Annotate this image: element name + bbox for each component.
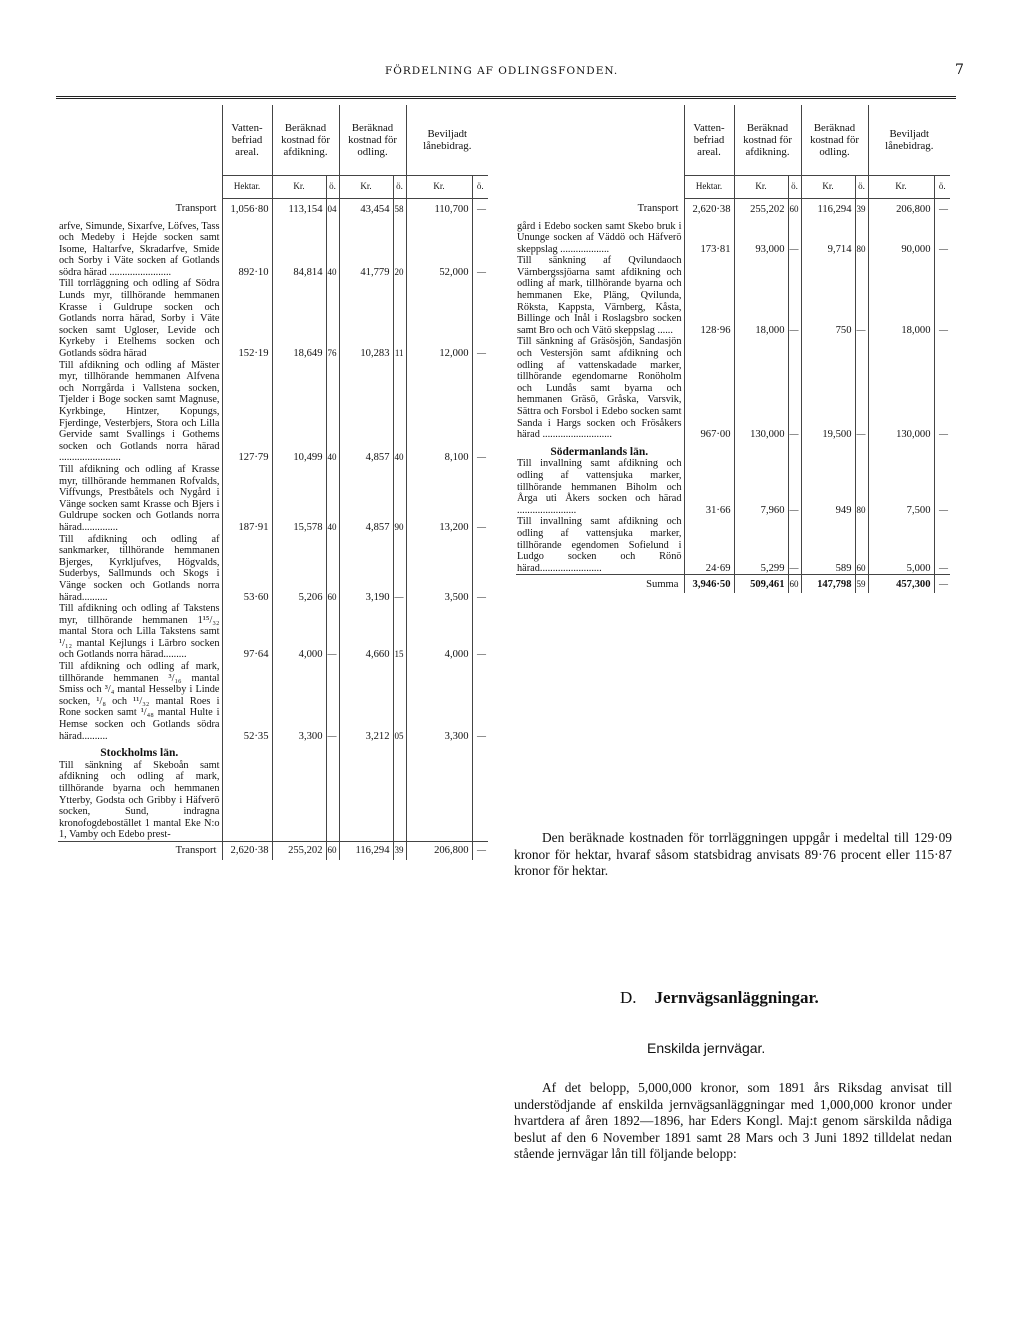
row-grant-o: — (472, 278, 488, 359)
section-d-paragraph: Af det belopp, 5,000,000 kronor, som 1891 års Riksdag anvisat till understödjande af enskilda jernvägsanläggningar med 1,000,000 kronor under hvartdera af åren 1892—1896, har Eders Kongl. Maj:t genom särskilda nådiga beslut af den 6 November 1891 samt 28 Mars och 3 Juni 1892 tilldelat nedan stående jernvägar lån till följande belopp: (514, 1080, 952, 1161)
row-grant-o: — (934, 516, 950, 574)
row-drain: 5,206 (272, 534, 326, 604)
row-cult-o: — (855, 255, 868, 336)
unit-ore: ö. (472, 175, 488, 198)
row-cult-o: 20 (393, 221, 406, 279)
section-heading: Stockholms län. (58, 742, 488, 760)
row-area: 31·66 (684, 458, 734, 516)
table-row (58, 661, 488, 742)
row-grant-o: — (472, 360, 488, 464)
row-drain: 18,649 (272, 278, 326, 359)
transport-row: Transport 1,056·80 113,154 04 43,454 58 110,700 — (58, 198, 488, 221)
row-area: 53·60 (222, 534, 272, 604)
row-cult: 589 (801, 516, 855, 574)
row-area: 97·64 (222, 603, 272, 661)
table-row (516, 516, 950, 574)
row-cult: 4,857 (339, 360, 393, 464)
section-d-heading (620, 988, 819, 1008)
row-drain: 93,000 (734, 221, 788, 256)
header-grant: Beviljadt lånebidrag. (406, 105, 488, 175)
table-row (516, 458, 950, 516)
header-cost-drain: Beräknad kostnad för afdikning. (734, 105, 801, 175)
unit-ore: ö. (326, 175, 339, 198)
row-description: Till afdikning och odling af Takstens myr, tillhörande hemmanen 1¹⁵/₃₂ mantal Stora och Lilla Takstens samt ¹/₁₂ mantal Kejlungs i Lärbro socken och Gotlands norra härad......... (59, 603, 220, 661)
table-row: Till sänkning af Skeboån samt afdikning och odling af mark, tillhörande byarna och hemmanen Ytterby, Godsta och Gribby i Häfverö socken, Sund, indragna kronofogdebostället 1 mantal Eke N:o 1, Vamby och Edebo prest- (58, 760, 488, 842)
row-grant: 13,200 (406, 464, 472, 534)
page-number: 7 (955, 62, 964, 78)
unit-ore: ö. (788, 175, 801, 198)
header-cost-cult: Beräknad kostnad för odling. (339, 105, 406, 175)
row-cult-o: 11 (393, 278, 406, 359)
unit-kr: Kr. (868, 175, 934, 198)
row-cult-o: 15 (393, 603, 406, 661)
row-cult-o: 60 (855, 516, 868, 574)
row-grant: 5,000 (868, 516, 934, 574)
row-cult-o: 80 (855, 458, 868, 516)
row-description: Till sänkning af Qvilundaoch Värnbergssjöarna samt afdikning och odling af mark, tillhörande byarna och hemmanen Eke, Pläng, Qvilunda, Röksta, Kappsta, Värnberg, Kåsta, Billinge och Inål i Roslagsbro socken samt Bro och och Vätö skeppslag ...... (517, 255, 682, 336)
row-grant: 18,000 (868, 255, 934, 336)
row-cult-o: 40 (393, 360, 406, 464)
row-grant: 52,000 (406, 221, 472, 279)
unit-kr: Kr. (801, 175, 855, 198)
row-grant-o: — (472, 603, 488, 661)
header-cost-drain: Beräknad kostnad för afdikning. (272, 105, 339, 175)
unit-ore: ö. (934, 175, 950, 198)
table-row (58, 360, 488, 464)
row-cult-o: — (855, 336, 868, 440)
row-description: Till afdikning och odling af Krasse myr, tillhörande hemmanen Rofvalds, Viffvungs, Prestbåtels och Nygård i Vänge socken samt Krasse och Bjers i Guldrupe socken och Gotlands norra härad.............. (59, 463, 220, 533)
running-title: FÖRDELNING AF ODLINGSFONDEN. (385, 65, 619, 77)
row-cult-o: 90 (393, 464, 406, 534)
unit-area: Hektar. (222, 175, 272, 198)
row-drain-o: 40 (326, 464, 339, 534)
unit-kr: Kr. (272, 175, 326, 198)
row-drain: 5,299 (734, 516, 788, 574)
row-area: 52·35 (222, 661, 272, 742)
table-row (516, 221, 950, 256)
row-cult: 9,714 (801, 221, 855, 256)
row-drain-o: 40 (326, 360, 339, 464)
row-grant-o: — (472, 661, 488, 742)
header-rule (56, 96, 956, 99)
sum-row: Summa 3,946·50 509,461 60 147,798 59 457,300 — (516, 575, 950, 594)
unit-kr: Kr. (734, 175, 788, 198)
header-blank (58, 105, 222, 175)
row-cult: 3,212 (339, 661, 393, 742)
row-drain-o: — (788, 255, 801, 336)
row-grant-o: — (472, 534, 488, 604)
row-grant: 90,000 (868, 221, 934, 256)
running-header (0, 62, 1024, 82)
row-area: 128·96 (684, 255, 734, 336)
row-grant: 3,300 (406, 661, 472, 742)
section-d-title: Jernvägsanläggningar. (654, 988, 819, 1007)
row-description: arfve, Simunde, Sixarfve, Löfves, Tass och Medeby i Hejde socken samt Isome, Haltarfve, Skradarfve, Smide och Sorby i Väte socken af Gotlands södra härad ........................ (59, 220, 220, 278)
section-heading: Södermanlands län. (516, 441, 950, 459)
unit-area: Hektar. (684, 175, 734, 198)
row-grant: 130,000 (868, 336, 934, 440)
row-grant: 8,100 (406, 360, 472, 464)
row-grant: 3,500 (406, 534, 472, 604)
row-description: gård i Edebo socken samt Skebo bruk i Ununge socken af Väddö och Häfverö skeppslag ................... (517, 220, 682, 255)
row-area: 24·69 (684, 516, 734, 574)
row-grant: 12,000 (406, 278, 472, 359)
row-description: Till sänkning af Gräsösjön, Sandasjön och Vestersjön samt afdikning och odling af vattenskadade marker, tillhörande egendomarne Ronöholm och Lundås samt byarna och hemmanen Gräsö, Gråska, Varsvik, Sättra och Forsbol i Edebo socken samt Sanda i Hargs socken och Frösåkers härad ........................... (517, 336, 682, 441)
row-cult: 41,779 (339, 221, 393, 279)
row-drain-o: — (788, 458, 801, 516)
header-grant: Beviljadt lånebidrag. (868, 105, 950, 175)
left-allocation-table (58, 105, 488, 860)
row-grant: 7,500 (868, 458, 934, 516)
row-cult-o: 05 (393, 661, 406, 742)
table-row (58, 278, 488, 359)
row-area: 892·10 (222, 221, 272, 279)
row-description: Till afdikning och odling af mark, tillhörande hemmanen ³/₁₆ mantal Smiss och ³/₄ mantal Hesselby i Linde socken, ¹/₈ och ¹¹/₃₂ mantal Roes i Rone socken samt ¹/₄₈ mantal Hulte i Hemse socken och Gotlands södra härad.......... (59, 661, 220, 742)
row-cult: 3,190 (339, 534, 393, 604)
row-grant-o: — (934, 221, 950, 256)
row-grant-o: — (472, 221, 488, 279)
summary-paragraph: Den beräknade kostnaden för torrläggningen uppgår i medeltal till 129·09 kronor för hektar, hvaraf såsom statsbidrag anvisats 89·76 procent eller 115·87 kronor för hektar. (514, 830, 952, 878)
row-drain: 3,300 (272, 661, 326, 742)
row-drain: 15,578 (272, 464, 326, 534)
row-grant-o: — (934, 458, 950, 516)
row-grant-o: — (472, 464, 488, 534)
header-cost-cult: Beräknad kostnad för odling. (801, 105, 868, 175)
row-drain-o: — (326, 603, 339, 661)
row-area: 127·79 (222, 360, 272, 464)
unit-ore: ö. (855, 175, 868, 198)
row-drain: 18,000 (734, 255, 788, 336)
row-drain: 4,000 (272, 603, 326, 661)
row-drain-o: — (326, 661, 339, 742)
row-description: Till torrläggning och odling af Södra Lunds myr, tillhörande hemmanen Krasse i Guldrupe socken och Gotlands norra härad, Sorby i Väte socken samt Ugloser, Levide och Kyrkeby i Etelhems socken och Gotlands södra härad (59, 278, 220, 360)
row-cult: 4,857 (339, 464, 393, 534)
table-row (516, 255, 950, 336)
row-drain: 7,960 (734, 458, 788, 516)
row-description: Till afdikning och odling af Mäster myr, tillhörande hemmanen Alfvena och Norrgårda i Vallstena socken, Tjelder i Boge socken samt Magnuse, Kyrkbinge, Hintzer, Kopungs, Fjerdinge, Vesterbjers, Stora och Lilla Gervide samt Svallings i Gothems socken och Gotlands norra härad ........................ (59, 359, 220, 464)
row-grant-o: — (934, 255, 950, 336)
table-row (58, 534, 488, 604)
row-drain-o: 40 (326, 221, 339, 279)
unit-kr: Kr. (339, 175, 393, 198)
section-d-subtitle: Enskilda jernvägar. (647, 1040, 766, 1056)
transport-out-row: Transport 2,620·38 255,202 60 116,294 39 206,800 — (58, 841, 488, 860)
row-cult-o: 80 (855, 221, 868, 256)
row-cult: 19,500 (801, 336, 855, 440)
unit-ore: ö. (393, 175, 406, 198)
table-row (58, 603, 488, 661)
table-row (516, 336, 950, 440)
row-area: 152·19 (222, 278, 272, 359)
row-drain-o: — (788, 221, 801, 256)
row-drain-o: — (788, 336, 801, 440)
row-drain: 130,000 (734, 336, 788, 440)
row-cult: 949 (801, 458, 855, 516)
row-cult-o: — (393, 534, 406, 604)
row-area: 173·81 (684, 221, 734, 256)
row-area: 187·91 (222, 464, 272, 534)
row-description: Till invallning samt afdikning och odling af vattensjuka marker, tillhörande egendomen Sofielund i Ludgo socken och Rönö härad........................ (517, 516, 682, 574)
transport-row: Transport 2,620·38 255,202 60 116,294 39 206,800 — (516, 198, 950, 221)
section-d-letter: D. (620, 988, 637, 1007)
right-allocation-table (516, 105, 950, 593)
row-drain-o: 76 (326, 278, 339, 359)
row-drain: 10,499 (272, 360, 326, 464)
row-drain-o: 60 (326, 534, 339, 604)
row-description: Till invallning samt afdikning och odling af vattensjuka marker, tillhörande hemmanen Biholm och Årga uti Åkers socken och härad ....................... (517, 458, 682, 516)
row-drain: 84,814 (272, 221, 326, 279)
row-description: Till afdikning och odling af sankmarker, tillhörande hemmanen Bjerges, Kyrkljufves, Högvalds, Suderbys, Sallmunds och Skogs i Vänge socken och Gotlands norra härad.......... (59, 533, 220, 603)
header-area: Vatten-befriad areal. (222, 105, 272, 175)
row-drain-o: — (788, 516, 801, 574)
table-row (58, 221, 488, 279)
header-area: Vatten-befriad areal. (684, 105, 734, 175)
row-cult: 10,283 (339, 278, 393, 359)
row-grant-o: — (934, 336, 950, 440)
row-cult: 750 (801, 255, 855, 336)
table-row (58, 464, 488, 534)
row-cult: 4,660 (339, 603, 393, 661)
unit-kr: Kr. (406, 175, 472, 198)
row-area: 967·00 (684, 336, 734, 440)
row-grant: 4,000 (406, 603, 472, 661)
